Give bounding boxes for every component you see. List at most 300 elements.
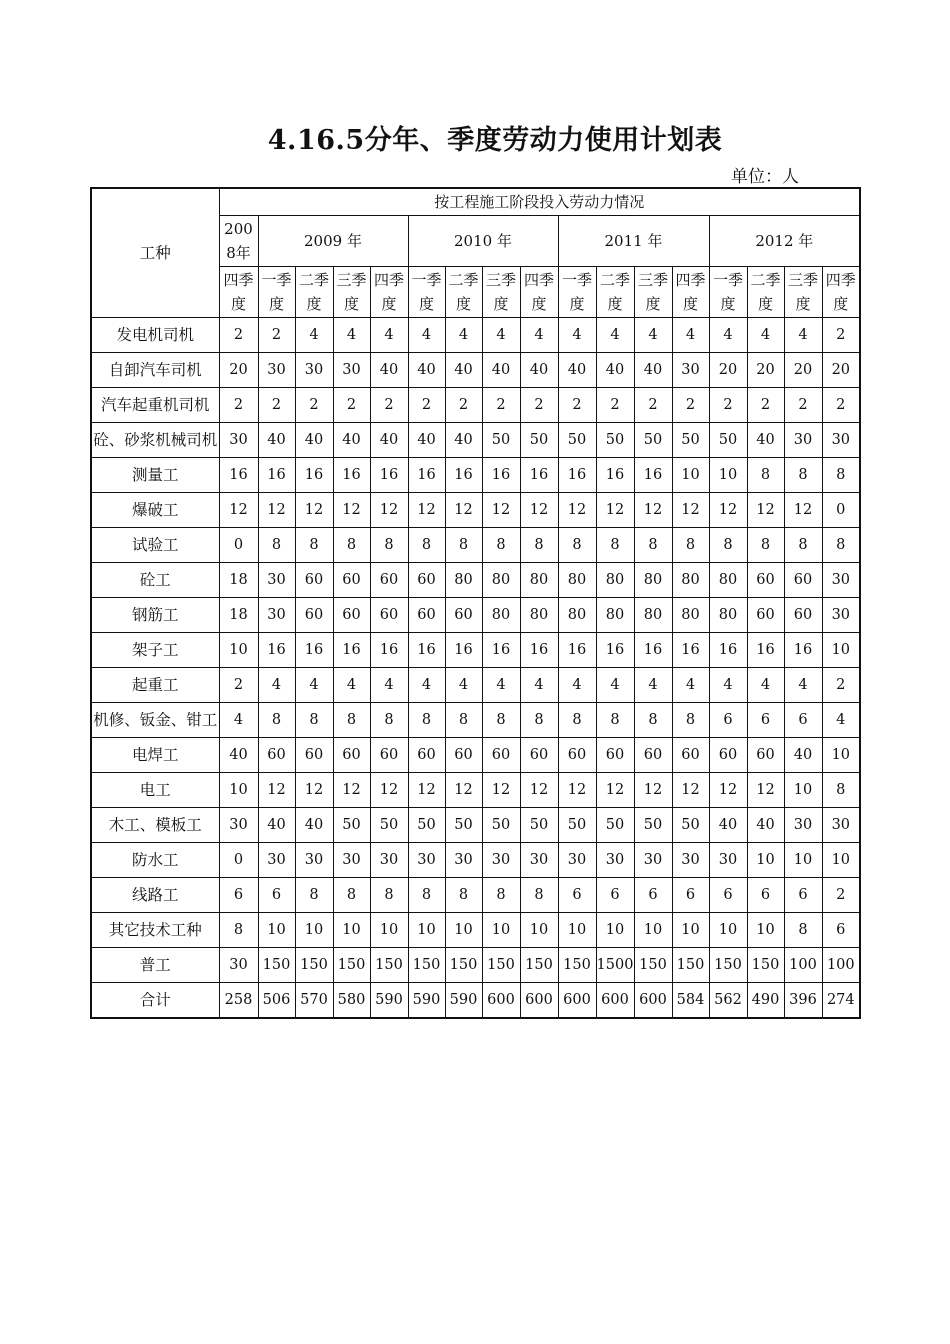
table-cell: 16 (520, 633, 558, 668)
table-cell: 50 (709, 423, 747, 458)
table-cell: 150 (709, 948, 747, 983)
quarter-header: 三季度 (634, 267, 672, 318)
table-cell: 40 (445, 423, 482, 458)
table-cell: 60 (747, 563, 784, 598)
table-cell: 8 (408, 703, 445, 738)
table-cell: 16 (370, 458, 408, 493)
table-row (91, 808, 860, 843)
table-cell: 8 (822, 773, 860, 808)
table-cell: 8 (822, 458, 860, 493)
table-cell: 60 (445, 598, 482, 633)
table-cell: 80 (709, 598, 747, 633)
table-cell: 40 (370, 423, 408, 458)
quarter-header: 一季度 (408, 267, 445, 318)
table-cell: 4 (672, 318, 709, 353)
table-cell: 150 (747, 948, 784, 983)
table-cell: 10 (672, 913, 709, 948)
row-worker-type: 其它技术工种 (91, 913, 219, 948)
table-cell: 40 (558, 353, 596, 388)
table-cell: 60 (370, 738, 408, 773)
table-cell: 570 (295, 983, 333, 1019)
table-cell: 60 (482, 738, 520, 773)
table-cell: 600 (482, 983, 520, 1019)
table-cell: 8 (333, 878, 370, 913)
table-cell: 2 (333, 388, 370, 423)
table-cell: 16 (370, 633, 408, 668)
table-cell: 10 (634, 913, 672, 948)
table-cell: 2 (784, 388, 822, 423)
table-cell: 40 (408, 423, 445, 458)
table-cell: 60 (672, 738, 709, 773)
table-cell: 8 (747, 458, 784, 493)
table-row (91, 493, 860, 528)
table-row (91, 878, 860, 913)
table-cell: 30 (370, 843, 408, 878)
table-cell: 80 (520, 598, 558, 633)
table-cell: 8 (445, 703, 482, 738)
table-cell: 30 (672, 843, 709, 878)
table-cell: 12 (295, 493, 333, 528)
table-cell: 600 (596, 983, 634, 1019)
table-cell: 16 (258, 633, 295, 668)
stage-header: 按工程施工阶段投入劳动力情况 (219, 188, 860, 216)
row-worker-type: 发电机司机 (91, 318, 219, 353)
table-cell: 12 (709, 493, 747, 528)
table-cell: 30 (822, 423, 860, 458)
table-cell: 40 (747, 808, 784, 843)
year-header-2012: 2012 年 (709, 216, 860, 267)
year-header-2011: 2011 年 (558, 216, 709, 267)
table-cell: 12 (445, 493, 482, 528)
table-cell: 4 (709, 668, 747, 703)
table-cell: 4 (596, 318, 634, 353)
table-cell: 10 (672, 458, 709, 493)
table-cell: 50 (520, 423, 558, 458)
table-cell: 16 (520, 458, 558, 493)
page-title: 4.16.5分年、季度劳动力使用计划表 (267, 125, 723, 156)
table-cell: 8 (219, 913, 258, 948)
table-cell: 12 (672, 493, 709, 528)
table-cell: 4 (747, 668, 784, 703)
table-cell: 506 (258, 983, 295, 1019)
table-cell: 8 (784, 913, 822, 948)
table-cell: 12 (219, 493, 258, 528)
table-cell: 60 (634, 738, 672, 773)
table-cell: 30 (822, 808, 860, 843)
table-cell: 1500 (596, 948, 634, 983)
table-row (91, 948, 860, 983)
table-cell: 60 (408, 738, 445, 773)
table-cell: 10 (822, 633, 860, 668)
table-cell: 40 (408, 353, 445, 388)
table-cell: 4 (258, 668, 295, 703)
table-cell: 50 (445, 808, 482, 843)
table-cell: 150 (370, 948, 408, 983)
table-cell: 10 (482, 913, 520, 948)
table-cell: 10 (784, 773, 822, 808)
table-cell: 600 (520, 983, 558, 1019)
row-worker-type: 普工 (91, 948, 219, 983)
table-cell: 4 (520, 668, 558, 703)
table-cell: 6 (634, 878, 672, 913)
table-cell: 16 (445, 633, 482, 668)
table-cell: 12 (558, 493, 596, 528)
type-header: 工种 (91, 188, 219, 318)
table-cell: 30 (520, 843, 558, 878)
table-row (91, 843, 860, 878)
row-worker-type: 汽车起重机司机 (91, 388, 219, 423)
table-cell: 490 (747, 983, 784, 1019)
table-cell: 50 (482, 808, 520, 843)
table-cell: 30 (219, 948, 258, 983)
table-cell: 50 (408, 808, 445, 843)
table-cell: 8 (520, 703, 558, 738)
table-cell: 12 (747, 493, 784, 528)
quarter-header: 三季度 (784, 267, 822, 318)
table-cell: 2 (219, 388, 258, 423)
table-cell: 4 (482, 668, 520, 703)
table-cell: 0 (219, 528, 258, 563)
table-cell: 6 (596, 878, 634, 913)
table-cell: 20 (219, 353, 258, 388)
table-cell: 6 (709, 878, 747, 913)
table-cell: 10 (333, 913, 370, 948)
table-cell: 10 (219, 633, 258, 668)
table-cell: 40 (445, 353, 482, 388)
table-cell: 0 (822, 493, 860, 528)
table-cell: 2 (822, 318, 860, 353)
table-cell: 60 (258, 738, 295, 773)
table-row (91, 668, 860, 703)
table-cell: 8 (784, 528, 822, 563)
table-cell: 4 (558, 318, 596, 353)
table-cell: 40 (634, 353, 672, 388)
table-cell: 8 (370, 878, 408, 913)
table-cell: 30 (445, 843, 482, 878)
table-cell: 4 (709, 318, 747, 353)
table-cell: 30 (333, 843, 370, 878)
table-row (91, 703, 860, 738)
row-worker-type: 测量工 (91, 458, 219, 493)
table-cell: 6 (747, 878, 784, 913)
table-cell: 50 (596, 423, 634, 458)
row-worker-type: 砼工 (91, 563, 219, 598)
table-cell: 8 (295, 703, 333, 738)
table-cell: 30 (219, 808, 258, 843)
year-header-2010: 2010 年 (408, 216, 558, 267)
table-cell: 8 (784, 458, 822, 493)
table-cell: 590 (445, 983, 482, 1019)
table-cell: 590 (408, 983, 445, 1019)
row-worker-type: 试验工 (91, 528, 219, 563)
table-cell: 2 (482, 388, 520, 423)
table-cell: 20 (822, 353, 860, 388)
table-cell: 30 (295, 353, 333, 388)
table-cell: 8 (258, 703, 295, 738)
table-cell: 274 (822, 983, 860, 1019)
quarter-header: 四季度 (370, 267, 408, 318)
table-cell: 6 (258, 878, 295, 913)
table-cell: 80 (482, 598, 520, 633)
table-cell: 50 (558, 423, 596, 458)
table-cell: 16 (634, 633, 672, 668)
quarter-header: 二季度 (295, 267, 333, 318)
table-row (91, 633, 860, 668)
table-cell: 4 (634, 318, 672, 353)
quarter-header: 一季度 (558, 267, 596, 318)
table-cell: 16 (784, 633, 822, 668)
table-row (91, 423, 860, 458)
row-worker-type: 电工 (91, 773, 219, 808)
table-cell: 16 (558, 458, 596, 493)
table-cell: 50 (370, 808, 408, 843)
table-cell: 8 (482, 703, 520, 738)
table-cell: 2 (672, 388, 709, 423)
table-cell: 80 (709, 563, 747, 598)
table-cell: 18 (219, 598, 258, 633)
table-cell: 16 (333, 458, 370, 493)
table-cell: 258 (219, 983, 258, 1019)
row-worker-type: 砼、砂浆机械司机 (91, 423, 219, 458)
table-cell: 50 (520, 808, 558, 843)
table-cell: 8 (596, 703, 634, 738)
table-cell: 40 (295, 808, 333, 843)
table-cell: 80 (558, 598, 596, 633)
table-cell: 16 (258, 458, 295, 493)
table-cell: 150 (558, 948, 596, 983)
table-cell: 10 (408, 913, 445, 948)
table-cell: 8 (482, 528, 520, 563)
table-cell: 40 (784, 738, 822, 773)
table-cell: 4 (445, 318, 482, 353)
table-cell: 8 (445, 878, 482, 913)
table-cell: 30 (219, 423, 258, 458)
table-cell: 16 (333, 633, 370, 668)
table-cell: 10 (219, 773, 258, 808)
table-row (91, 598, 860, 633)
table-cell: 18 (219, 563, 258, 598)
table-cell: 4 (219, 703, 258, 738)
table-cell: 4 (370, 668, 408, 703)
table-cell: 12 (784, 493, 822, 528)
table-row (91, 528, 860, 563)
table-cell: 80 (634, 598, 672, 633)
table-cell: 2 (258, 318, 295, 353)
table-cell: 12 (445, 773, 482, 808)
table-cell: 6 (784, 703, 822, 738)
row-worker-type: 合计 (91, 983, 219, 1019)
table-cell: 8 (408, 878, 445, 913)
table-cell: 4 (445, 668, 482, 703)
table-cell: 4 (295, 668, 333, 703)
table-cell: 6 (784, 878, 822, 913)
table-cell: 6 (747, 703, 784, 738)
table-cell: 4 (520, 318, 558, 353)
row-worker-type: 电焊工 (91, 738, 219, 773)
table-cell: 16 (596, 633, 634, 668)
table-cell: 80 (596, 598, 634, 633)
table-cell: 2 (258, 388, 295, 423)
table-cell: 40 (370, 353, 408, 388)
table-cell: 30 (482, 843, 520, 878)
table-cell: 40 (333, 423, 370, 458)
table-cell: 50 (634, 423, 672, 458)
table-cell: 12 (258, 773, 295, 808)
table-cell: 8 (822, 528, 860, 563)
table-cell: 80 (520, 563, 558, 598)
table-cell: 30 (822, 563, 860, 598)
table-cell: 4 (634, 668, 672, 703)
quarter-header: 四季度 (672, 267, 709, 318)
table-cell: 584 (672, 983, 709, 1019)
table-cell: 10 (596, 913, 634, 948)
table-cell: 60 (408, 598, 445, 633)
table-cell: 16 (219, 458, 258, 493)
table-cell: 80 (634, 563, 672, 598)
table-cell: 12 (747, 773, 784, 808)
table-cell: 12 (520, 493, 558, 528)
table-cell: 4 (370, 318, 408, 353)
table-cell: 60 (520, 738, 558, 773)
table-cell: 10 (747, 913, 784, 948)
quarter-header: 四季度 (822, 267, 860, 318)
table-cell: 10 (558, 913, 596, 948)
table-cell: 60 (333, 738, 370, 773)
row-worker-type: 起重工 (91, 668, 219, 703)
table-cell: 12 (672, 773, 709, 808)
table-cell: 60 (295, 598, 333, 633)
table-row (91, 563, 860, 598)
table-cell: 4 (333, 668, 370, 703)
table-cell: 60 (784, 598, 822, 633)
table-cell: 80 (482, 563, 520, 598)
table-cell: 580 (333, 983, 370, 1019)
table-cell: 10 (370, 913, 408, 948)
table-cell: 50 (634, 808, 672, 843)
table-cell: 12 (408, 773, 445, 808)
row-worker-type: 爆破工 (91, 493, 219, 528)
table-cell: 12 (482, 493, 520, 528)
table-cell: 8 (445, 528, 482, 563)
table-cell: 2 (370, 388, 408, 423)
table-cell: 60 (370, 598, 408, 633)
table-cell: 12 (709, 773, 747, 808)
table-cell: 50 (558, 808, 596, 843)
table-cell: 30 (784, 808, 822, 843)
table-row (91, 913, 860, 948)
table-cell: 590 (370, 983, 408, 1019)
table-cell: 12 (634, 493, 672, 528)
quarter-header: 三季度 (333, 267, 370, 318)
table-cell: 2 (596, 388, 634, 423)
table-cell: 16 (558, 633, 596, 668)
table-cell: 30 (709, 843, 747, 878)
table-cell: 8 (370, 528, 408, 563)
table-cell: 80 (672, 563, 709, 598)
table-cell: 60 (333, 563, 370, 598)
table-cell: 2 (219, 318, 258, 353)
table-cell: 60 (747, 738, 784, 773)
table-cell: 396 (784, 983, 822, 1019)
table-cell: 10 (822, 738, 860, 773)
table-cell: 10 (445, 913, 482, 948)
year-header-2008: 2008年 (219, 216, 258, 267)
table-cell: 10 (520, 913, 558, 948)
row-worker-type: 防水工 (91, 843, 219, 878)
table-cell: 8 (558, 703, 596, 738)
table-cell: 0 (219, 843, 258, 878)
table-cell: 40 (520, 353, 558, 388)
table-cell: 80 (445, 563, 482, 598)
table-cell: 60 (709, 738, 747, 773)
table-cell: 4 (408, 668, 445, 703)
table-cell: 16 (482, 458, 520, 493)
table-cell: 2 (822, 878, 860, 913)
table-cell: 8 (482, 878, 520, 913)
table-cell: 16 (634, 458, 672, 493)
table-cell: 16 (408, 633, 445, 668)
row-worker-type: 机修、钣金、钳工 (91, 703, 219, 738)
table-cell: 4 (672, 668, 709, 703)
labor-plan-table (90, 187, 861, 1019)
quarter-header: 三季度 (482, 267, 520, 318)
table-cell: 16 (295, 633, 333, 668)
quarter-header: 一季度 (709, 267, 747, 318)
quarter-header: 二季度 (445, 267, 482, 318)
table-cell: 2 (558, 388, 596, 423)
table-cell: 30 (672, 353, 709, 388)
table-cell: 100 (784, 948, 822, 983)
table-cell: 8 (672, 703, 709, 738)
table-cell: 10 (709, 913, 747, 948)
table-cell: 4 (558, 668, 596, 703)
table-row (91, 318, 860, 353)
table-cell: 600 (558, 983, 596, 1019)
table-cell: 50 (672, 423, 709, 458)
table-cell: 60 (747, 598, 784, 633)
table-cell: 30 (558, 843, 596, 878)
table-cell: 8 (333, 703, 370, 738)
table-cell: 2 (822, 388, 860, 423)
table-cell: 4 (295, 318, 333, 353)
table-cell: 60 (445, 738, 482, 773)
unit-label: 单位：人 (731, 167, 799, 187)
table-cell: 30 (258, 563, 295, 598)
table-cell: 10 (258, 913, 295, 948)
table-cell: 8 (520, 878, 558, 913)
table-cell: 16 (596, 458, 634, 493)
table-cell: 2 (747, 388, 784, 423)
table-cell: 50 (482, 423, 520, 458)
table-cell: 8 (258, 528, 295, 563)
table-cell: 30 (596, 843, 634, 878)
table-cell: 40 (258, 423, 295, 458)
table-row (91, 388, 860, 423)
table-cell: 100 (822, 948, 860, 983)
table-cell: 30 (295, 843, 333, 878)
row-worker-type: 木工、模板工 (91, 808, 219, 843)
row-worker-type: 线路工 (91, 878, 219, 913)
table-cell: 4 (333, 318, 370, 353)
table-cell: 16 (709, 633, 747, 668)
table-cell: 16 (672, 633, 709, 668)
table-cell: 10 (747, 843, 784, 878)
table-cell: 4 (408, 318, 445, 353)
table-cell: 150 (295, 948, 333, 983)
table-cell: 8 (709, 528, 747, 563)
table-cell: 2 (408, 388, 445, 423)
table-cell: 12 (333, 773, 370, 808)
